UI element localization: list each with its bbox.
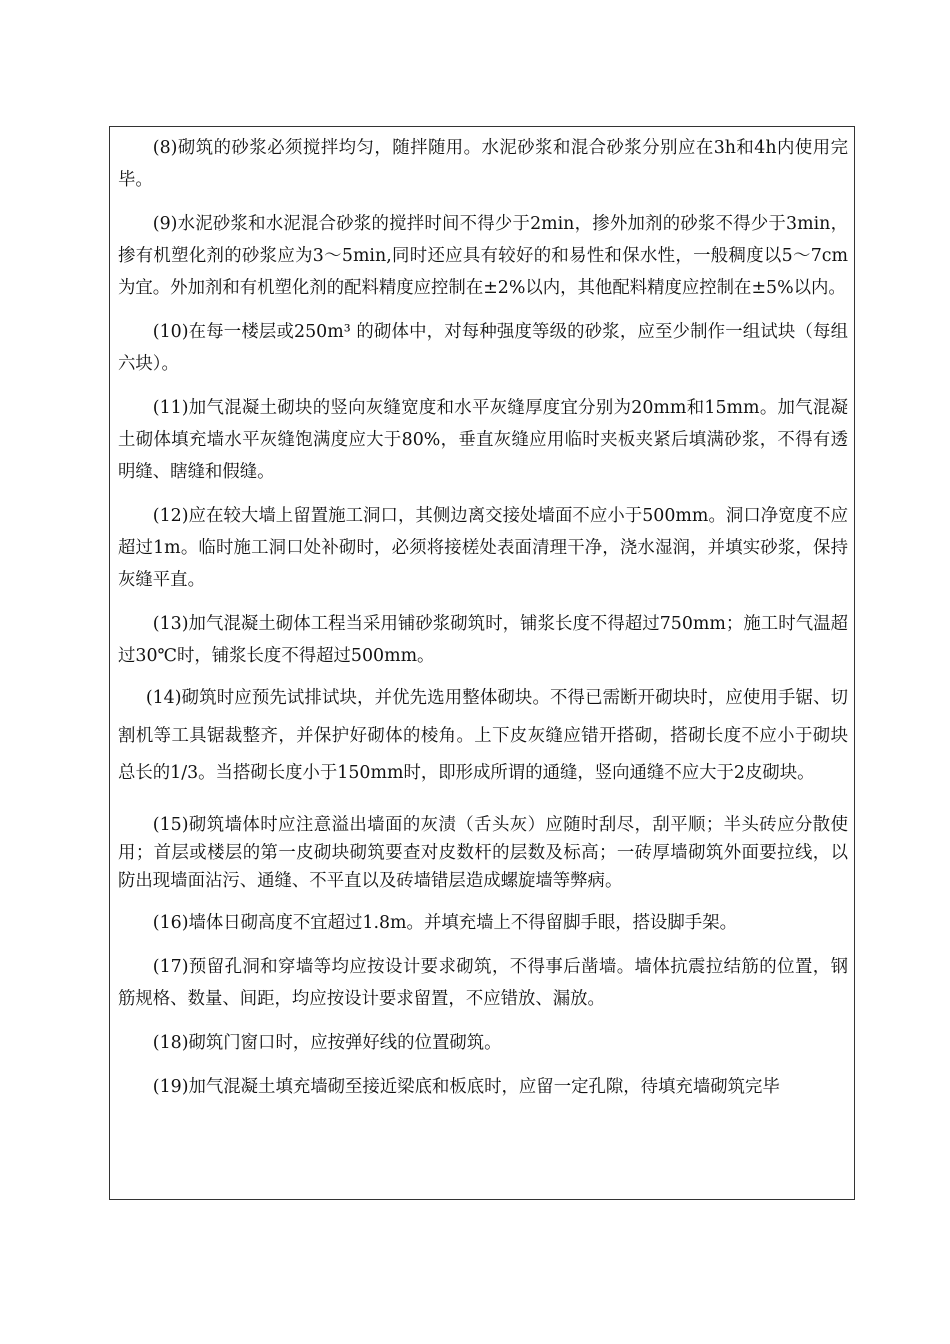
paragraph-15: (15)砌筑墙体时应注意溢出墙面的灰渍（舌头灰）应随时刮尽，刮平顺；半头砖应分散使用；首层或楼层的第一皮砌块砌筑要查对皮数杆的层数及标高；一砖厚墙砌筑外面要拉线，以防出现墙面沾污、通缝、不平直以及砖墙错层造成螺旋墙等弊病。 — [118, 814, 848, 891]
document-frame — [109, 126, 855, 1200]
paragraph-8: (8)砌筑的砂浆必须搅拌均匀，随拌随用。水泥砂浆和混合砂浆分别应在3h和4h内使用完毕。 — [118, 138, 848, 190]
paragraph-9: (9)水泥砂浆和水泥混合砂浆的搅拌时间不得少于2min，掺外加剂的砂浆不得少于3min，掺有机塑化剂的砂浆应为3～5min,同时还应具有较好的和易性和保水性，一般稠度以5～7cm为宜。外加剂和有机塑化剂的配料精度应控制在±2%以内，其他配料精度应控制在±5%以内。 — [118, 214, 848, 298]
paragraph-12: (12)应在较大墙上留置施工洞口，其侧边离交接处墙面不应小于500mm。洞口净宽度不应超过1m。临时施工洞口处补砌时，必须将接槎处表面清理干净，浇水湿润，并填实砂浆，保持灰缝平直。 — [118, 506, 848, 590]
document-content — [118, 132, 848, 1103]
paragraph-14: (14)砌筑时应预先试排试块，并优先选用整体砌块。不得已需断开砌块时，应使用手锯、切割机等工具锯裁整齐，并保护好砌体的棱角。上下皮灰缝应错开搭砌，搭砌长度不应小于砌块总长的1/3。当搭砌长度小于150mm时，即形成所谓的通缝，竖向通缝不应大于2皮砌块。 — [118, 688, 848, 783]
paragraph-17: (17)预留孔洞和穿墙等均应按设计要求砌筑，不得事后凿墙。墙体抗震拉结筋的位置，钢筋规格、数量、间距，均应按设计要求留置，不应错放、漏放。 — [118, 956, 848, 1009]
paragraph-10: (10)在每一楼层或250m³ 的砌体中，对每种强度等级的砂浆，应至少制作一组试块（每组六块）。 — [118, 322, 848, 374]
paragraph-13: (13)加气混凝土砌体工程当采用铺砂浆砌筑时，铺浆长度不得超过750mm；施工时气温超过30℃时，铺浆长度不得超过500mm。 — [118, 614, 848, 666]
paragraph-18: (18)砌筑门窗口时，应按弹好线的位置砌筑。 — [152, 1032, 502, 1053]
paragraph-16: (16)墙体日砌高度不宜超过1.8m。并填充墙上不得留脚手眼，搭设脚手架。 — [152, 912, 737, 933]
paragraph-19: (19)加气混凝土填充墙砌至接近梁底和板底时，应留一定孔隙，待填充墙砌筑完毕 — [152, 1076, 780, 1097]
paragraph-11: (11)加气混凝土砌块的竖向灰缝宽度和水平灰缝厚度宜分别为20mm和15mm。加气混凝土砌体填充墙水平灰缝饱满度应大于80%，垂直灰缝应用临时夹板夹紧后填满砂浆，不得有透明缝、瞎缝和假缝。 — [118, 398, 848, 482]
